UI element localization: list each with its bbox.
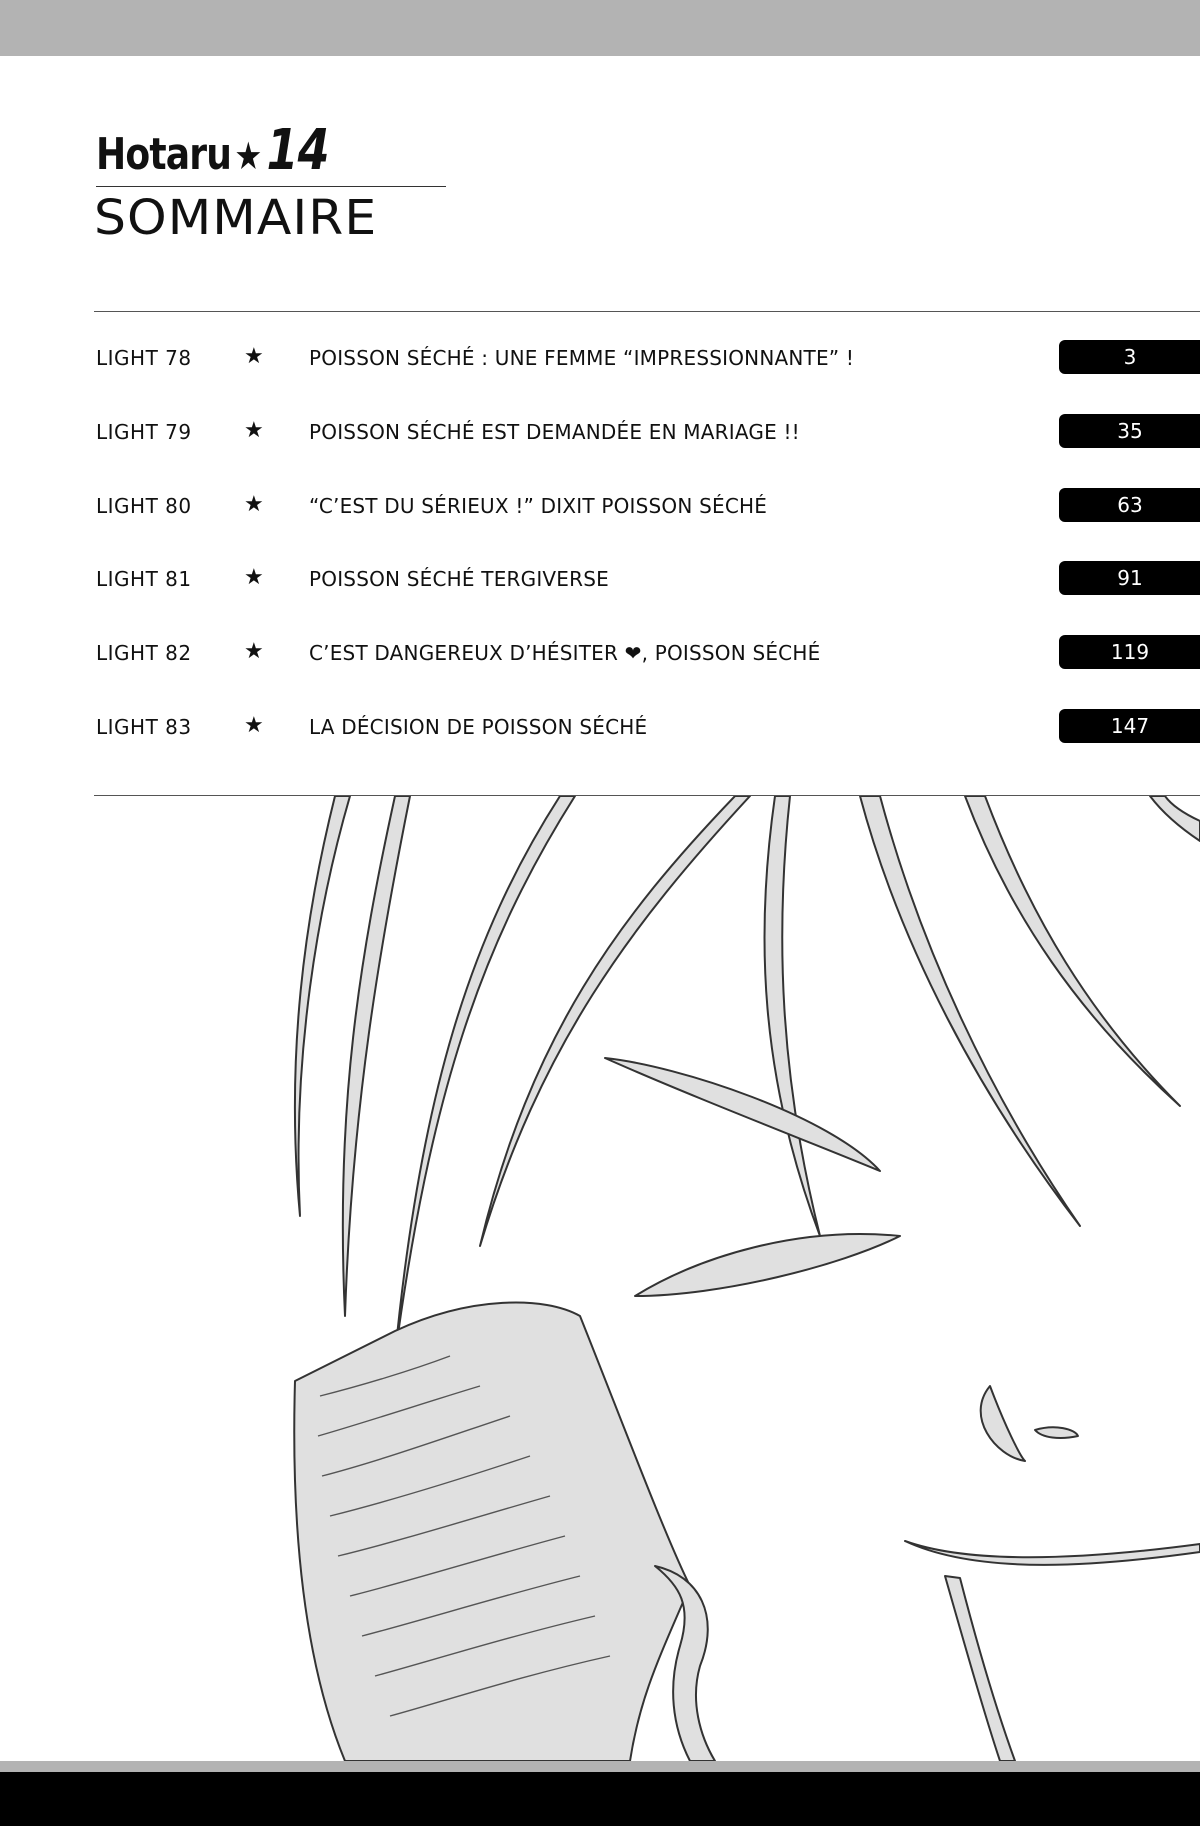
toc-chapter: LIGHT 79 <box>96 420 192 444</box>
star-icon: ★ <box>244 639 264 664</box>
page-number-badge <box>1059 340 1200 374</box>
nose <box>981 1386 1025 1461</box>
series-header <box>96 118 380 183</box>
toc-chapter: LIGHT 81 <box>96 567 192 591</box>
illustration-svg <box>0 796 1200 1761</box>
toc-chapter: LIGHT 80 <box>96 494 192 518</box>
page-number: 63 <box>1117 493 1143 517</box>
toc-chapter: LIGHT 82 <box>96 641 192 665</box>
hair-strand <box>764 796 820 1236</box>
volume-number: 14 <box>266 118 329 183</box>
toc-row[interactable] <box>0 340 1200 376</box>
eye-lid <box>635 1234 900 1296</box>
page-number-badge <box>1059 635 1200 669</box>
hair-strand <box>860 796 1080 1226</box>
page-number-badge <box>1059 709 1200 743</box>
toc-top-divider <box>94 311 1200 312</box>
toc-title: POISSON SÉCHÉ : UNE FEMME “IMPRESSIONNANTE” ! <box>309 346 855 370</box>
hair-strand <box>965 796 1180 1106</box>
toc-row[interactable] <box>0 561 1200 597</box>
toc-title: LA DÉCISION DE POISSON SÉCHÉ <box>309 715 648 739</box>
eyebrow <box>605 1058 880 1171</box>
star-icon: ★ <box>234 134 262 178</box>
page-number: 147 <box>1110 714 1150 738</box>
page-number: 3 <box>1123 345 1137 369</box>
toc-title: POISSON SÉCHÉ EST DEMANDÉE EN MARIAGE !! <box>309 420 800 444</box>
series-logo <box>96 118 329 183</box>
toc-title: POISSON SÉCHÉ TERGIVERSE <box>309 567 609 591</box>
page-title: SOMMAIRE <box>94 190 378 246</box>
title-divider <box>96 186 446 187</box>
page-number-badge <box>1059 488 1200 522</box>
star-icon: ★ <box>244 344 264 369</box>
page-number-badge <box>1059 414 1200 448</box>
hair-strand <box>1150 796 1200 841</box>
toc-chapter: LIGHT 83 <box>96 715 192 739</box>
nose-shadow <box>1035 1427 1078 1438</box>
toc-title: “C’EST DU SÉRIEUX !” DIXIT POISSON SÉCHÉ <box>309 494 768 518</box>
page-number-badge <box>1059 561 1200 595</box>
toc-title: C’EST DANGEREUX D’HÉSITER ❤, POISSON SÉCHÉ <box>309 641 821 665</box>
manga-illustration <box>0 796 1200 1761</box>
page-number: 35 <box>1117 419 1143 443</box>
star-icon: ★ <box>244 492 264 517</box>
star-icon: ★ <box>244 565 264 590</box>
bottom-bar-grey <box>0 1761 1200 1772</box>
hair-strand <box>343 796 410 1316</box>
series-name: Hotaru <box>96 129 232 180</box>
toc-chapter: LIGHT 78 <box>96 346 192 370</box>
toc-row[interactable] <box>0 709 1200 745</box>
bottom-bar <box>0 1772 1200 1826</box>
hair-strand <box>295 796 350 1216</box>
mouth-side <box>945 1576 1015 1761</box>
star-icon: ★ <box>244 418 264 443</box>
toc-row[interactable] <box>0 488 1200 524</box>
page-number: 91 <box>1117 566 1143 590</box>
top-bar <box>0 0 1200 56</box>
toc-row[interactable] <box>0 635 1200 671</box>
toc-row[interactable] <box>0 414 1200 450</box>
upper-lip <box>905 1541 1200 1565</box>
hand <box>294 1302 690 1761</box>
page-number: 119 <box>1110 640 1150 664</box>
star-icon: ★ <box>244 713 264 738</box>
hair-strand <box>395 796 575 1356</box>
